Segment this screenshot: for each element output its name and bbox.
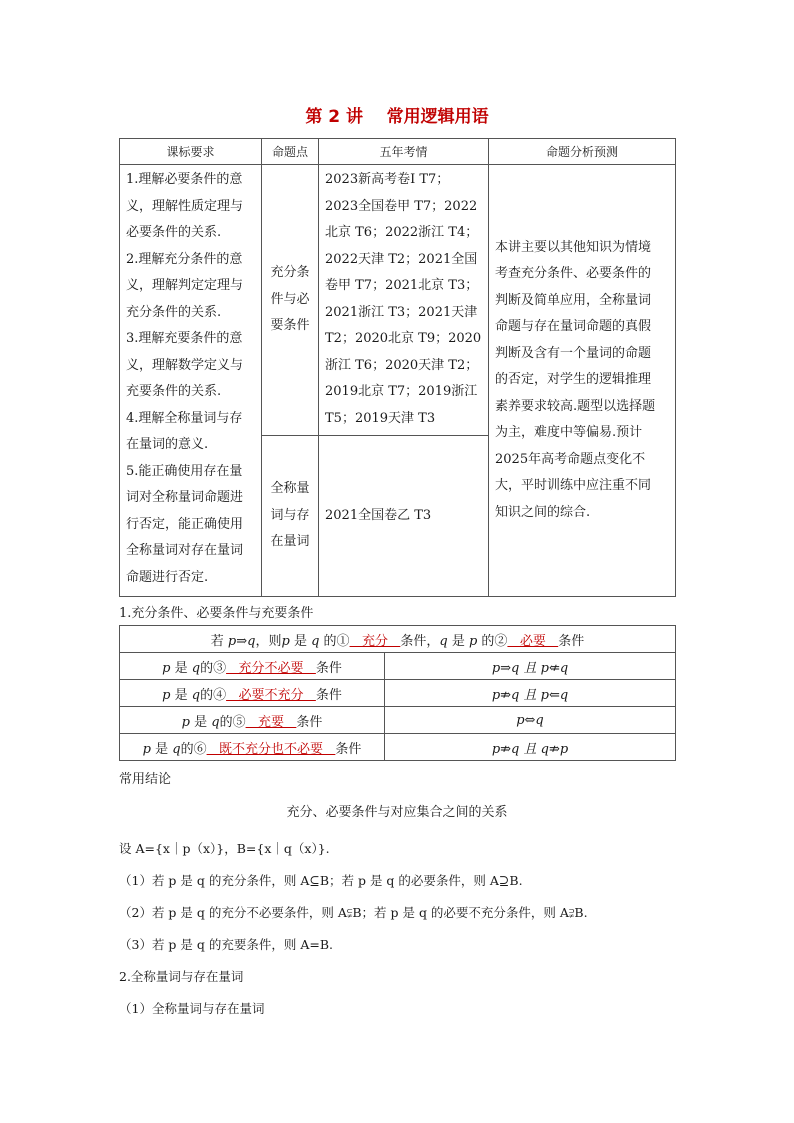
topic-line: 词与存 (270, 507, 310, 523)
var-p: p (142, 741, 151, 757)
conditions-row (120, 707, 676, 734)
exams-line: T5；2019天津 T3 (325, 410, 436, 426)
analysis-cell (489, 165, 676, 597)
requirements-line: 词对全称量词命题进 (126, 490, 244, 505)
condition-answer: 必要不充分 (226, 687, 316, 703)
conclusions-subtitle: 充分、必要条件与对应集合之间的关系 (286, 805, 508, 820)
exams-line: 2023新高考卷Ⅰ T7； (325, 172, 450, 187)
header-analysis: 命题分析预测 (489, 139, 676, 165)
condition-answer: 既不充分也不必要 (206, 741, 336, 757)
analysis-line: 判断及简单应用，全称量词 (495, 292, 652, 308)
analysis-line: 为主，难度中等偏易.预计 (495, 425, 643, 441)
analysis-line: 命题与存在量词命题的真假 (495, 319, 652, 335)
requirements-line: 3.理解充要条件的意 (126, 331, 243, 346)
topic-cell-conditions (262, 165, 319, 436)
var-p: p (162, 660, 171, 676)
requirements-line: 在量词的意义. (126, 437, 209, 452)
condition-relation-cell: p⇏q 且 p⇐q (385, 680, 676, 707)
var-q: q (247, 633, 256, 649)
exams-line: 2019北京 T7；2019浙江 (325, 384, 478, 399)
var-q: q (172, 741, 181, 757)
requirements-line: 必要条件的关系. (126, 225, 222, 240)
header-topic: 命题点 (262, 139, 319, 165)
condition-text: 条件 (315, 687, 342, 703)
conditions-rows (120, 653, 676, 761)
var-q: q (191, 660, 201, 676)
condition-relation-cell: p⇔q (385, 707, 676, 734)
var-p: p (227, 633, 237, 649)
answer-necessary: 必要 (507, 633, 559, 649)
var-q: q (211, 714, 220, 730)
exams-line: 2022天津 T2；2021全国 (325, 251, 478, 267)
definition-text: ，则 (255, 633, 282, 649)
blank-number: 的⑥ (180, 741, 207, 757)
document-page (119, 100, 675, 1025)
overview-row-conditions (120, 165, 676, 436)
section1-heading: 1.充分条件、必要条件与充要条件 (119, 606, 314, 621)
definition-text: 是 (447, 633, 469, 649)
exams-line: 2021全国卷乙 T3 (325, 507, 432, 523)
conditions-table (119, 625, 676, 761)
blank-number-2: 的② (477, 633, 508, 649)
exams-line: 2021浙江 T3；2021天津 (325, 304, 478, 320)
exams-line: T2；2020北京 T9；2020 (325, 331, 482, 346)
topic-line: 要条件 (270, 318, 310, 334)
analysis-line: 2025年高考命题点变化不 (495, 451, 646, 467)
topic-text-conditions (262, 258, 318, 342)
conditions-row (120, 734, 676, 761)
blank-number: 的⑤ (219, 714, 246, 730)
exams-line: 北京 T6；2022浙江 T4； (325, 225, 479, 240)
analysis-text (489, 233, 675, 529)
var-p: p (162, 687, 171, 703)
requirements-line: 义，理解数学定义与 (126, 357, 244, 373)
conclusion-item-3: （3）若 p 是 q 的充要条件，则 A=B. (119, 937, 333, 952)
condition-text: 条件 (315, 660, 342, 676)
condition-name-cell (120, 734, 385, 761)
conclusion-item-1: （1）若 p 是 q 的充分条件，则 A⊆B；若 p 是 q 的必要条件，则 A⊇B. (119, 873, 523, 888)
requirements-line: 义，理解判定定理与 (126, 278, 244, 293)
requirements-line: 1.理解必要条件的意 (126, 172, 243, 187)
exams-text-quantifiers (319, 501, 488, 532)
definition-text: 条件 (558, 633, 585, 649)
definition-text: 若 (210, 633, 228, 649)
blank-number: 的③ (200, 660, 227, 676)
condition-name-cell (120, 653, 385, 680)
conditions-row (120, 680, 676, 707)
conclusions-heading: 常用结论 (119, 772, 172, 787)
page-title: 第 2 讲 常用逻辑用语 (305, 107, 489, 127)
exams-cell-quantifiers (319, 436, 489, 597)
condition-text: 条件 (335, 741, 362, 757)
analysis-line: 考查充分条件、必要条件的 (495, 266, 652, 282)
condition-text: 是 (174, 687, 188, 703)
condition-relation-cell: p⇏q 且 q⇏p (385, 734, 676, 761)
answer-sufficient: 充分 (349, 633, 401, 649)
definition-text: 条件， (400, 633, 440, 649)
overview-table (119, 138, 676, 597)
var-q: q (191, 687, 201, 703)
var-p: p (468, 633, 478, 649)
condition-answer: 充分不必要 (226, 660, 316, 676)
analysis-line: 知识之间的综合. (495, 504, 591, 520)
topic-text-quantifiers (262, 474, 318, 558)
requirements-line: 义，理解性质定理与 (126, 198, 244, 214)
requirements-line: 充要条件的关系. (126, 384, 222, 399)
condition-text: 是 (194, 714, 208, 730)
topic-line: 在量词 (270, 534, 310, 550)
conditions-row (120, 653, 676, 680)
condition-text: 是 (174, 660, 188, 676)
requirements-cell (120, 165, 262, 597)
requirements-line: 充分条件的关系. (126, 304, 222, 320)
implies-symbol: ⇒ (236, 633, 248, 649)
section2-heading: 2.全称量词与存在量词 (119, 969, 244, 984)
definition-text: 是 (289, 633, 312, 649)
blank-number-1: 的① (319, 633, 350, 649)
topic-line: 全称量 (270, 481, 310, 497)
section2-sub1: （1）全称量词与存在量词 (119, 1001, 265, 1016)
analysis-line: 本讲主要以其他知识为情境 (495, 239, 652, 255)
conditions-top-row (120, 626, 676, 653)
analysis-line: 大，平时训练中应注重不同 (495, 478, 652, 494)
var-p: p (181, 714, 190, 730)
condition-relation-cell: p⇒q 且 p⇍q (385, 653, 676, 680)
topic-line: 充分条 (270, 265, 310, 281)
requirements-line: 全称量词对存在量词 (126, 543, 244, 558)
topic-cell-quantifiers (262, 436, 319, 597)
var-p: p (281, 633, 290, 649)
var-q: q (439, 633, 448, 649)
topic-line: 件与必 (270, 291, 310, 307)
condition-name-cell (120, 680, 385, 707)
analysis-line: 素养要求较高.题型以选择题 (495, 398, 656, 414)
exams-cell-conditions (319, 165, 489, 436)
conditions-definition-cell (120, 626, 676, 653)
analysis-line: 的否定，对学生的逻辑推理 (495, 372, 652, 388)
requirements-line: 行否定，能正确使用 (126, 516, 244, 532)
condition-answer: 充要 (245, 714, 297, 730)
header-requirements: 课标要求 (120, 139, 262, 165)
condition-name-cell (120, 707, 385, 734)
set-definition: 设 A={x｜p（x）}，B={x｜q（x）}. (119, 841, 330, 856)
condition-text: 条件 (296, 714, 323, 730)
condition-text: 是 (155, 741, 169, 757)
exams-line: 卷甲 T7；2021北京 T3； (325, 278, 479, 293)
exams-line: 2023全国卷甲 T7；2022 (325, 198, 478, 214)
conclusion-item-2: （2）若 p 是 q 的充分不必要条件，则 A⫋B；若 p 是 q 的必要不充分条件，则 A⫌B. (119, 905, 588, 920)
header-exams: 五年考情 (319, 139, 489, 165)
requirements-line: 命题进行否定. (126, 569, 209, 585)
overview-header-row (120, 139, 676, 165)
requirements-text (120, 165, 261, 593)
analysis-line: 判断及含有一个量词的命题 (495, 345, 652, 361)
exams-text-conditions (319, 165, 488, 434)
blank-number: 的④ (200, 687, 227, 703)
requirements-line: 4.理解全称量词与存 (126, 410, 243, 426)
requirements-line: 2.理解充分条件的意 (126, 251, 243, 267)
exams-line: 浙江 T6；2020天津 T2； (325, 357, 479, 373)
requirements-line: 5.能正确使用存在量 (126, 463, 243, 479)
var-q: q (311, 633, 320, 649)
